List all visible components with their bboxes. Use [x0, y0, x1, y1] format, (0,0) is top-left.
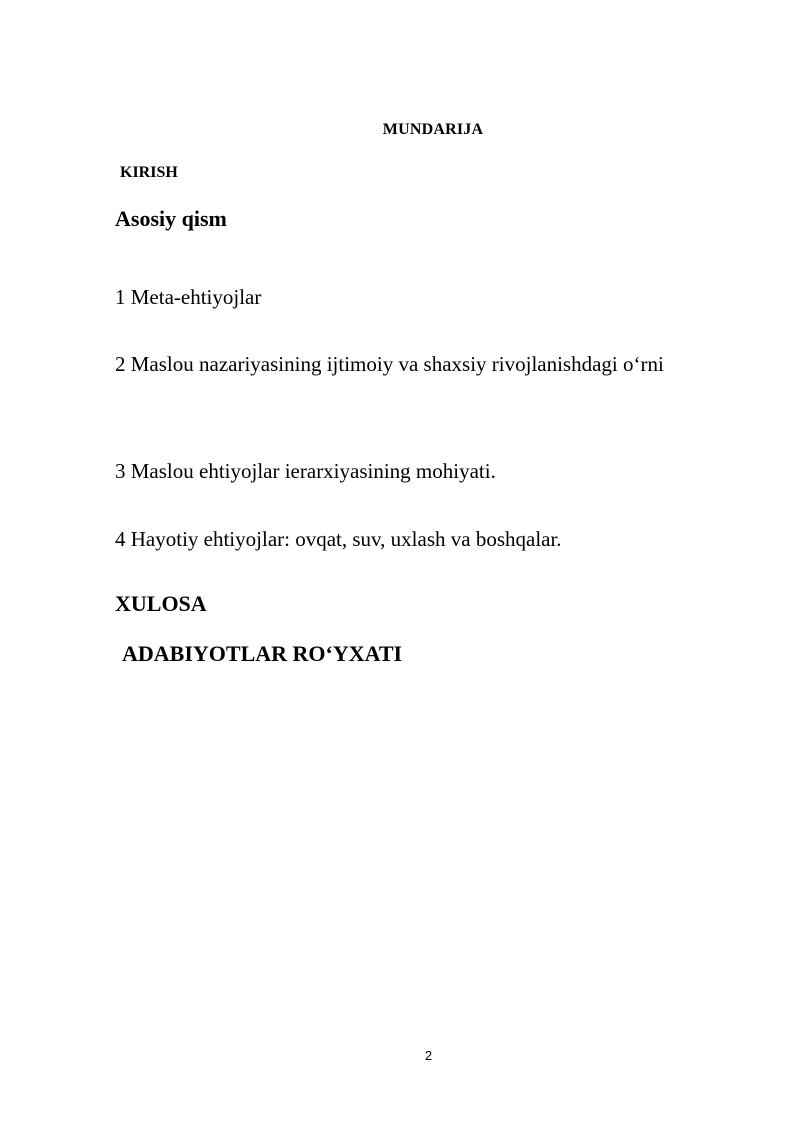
toc-references: ADABIYOTLAR RO‘YXATI: [122, 641, 403, 666]
page-number: 2: [424, 1048, 433, 1063]
toc-main-section: Asosiy qism: [115, 206, 227, 231]
toc-conclusion: XULOSA: [115, 591, 207, 616]
toc-item-1: 1 Meta-ehtiyojlar: [115, 285, 262, 309]
toc-heading: MUNDARIJA: [382, 121, 484, 138]
toc-item-3: 3 Maslou ehtiyojlar ierarxiyasining mohiyati.: [115, 459, 496, 483]
toc-intro: KIRISH: [120, 164, 178, 181]
toc-item-4: 4 Hayotiy ehtiyojlar: ovqat, suv, uxlash va boshqalar.: [115, 527, 562, 551]
toc-item-2: 2 Maslou nazariyasining ijtimoiy va shaxsiy rivojlanishdagi o‘rni: [115, 352, 664, 376]
